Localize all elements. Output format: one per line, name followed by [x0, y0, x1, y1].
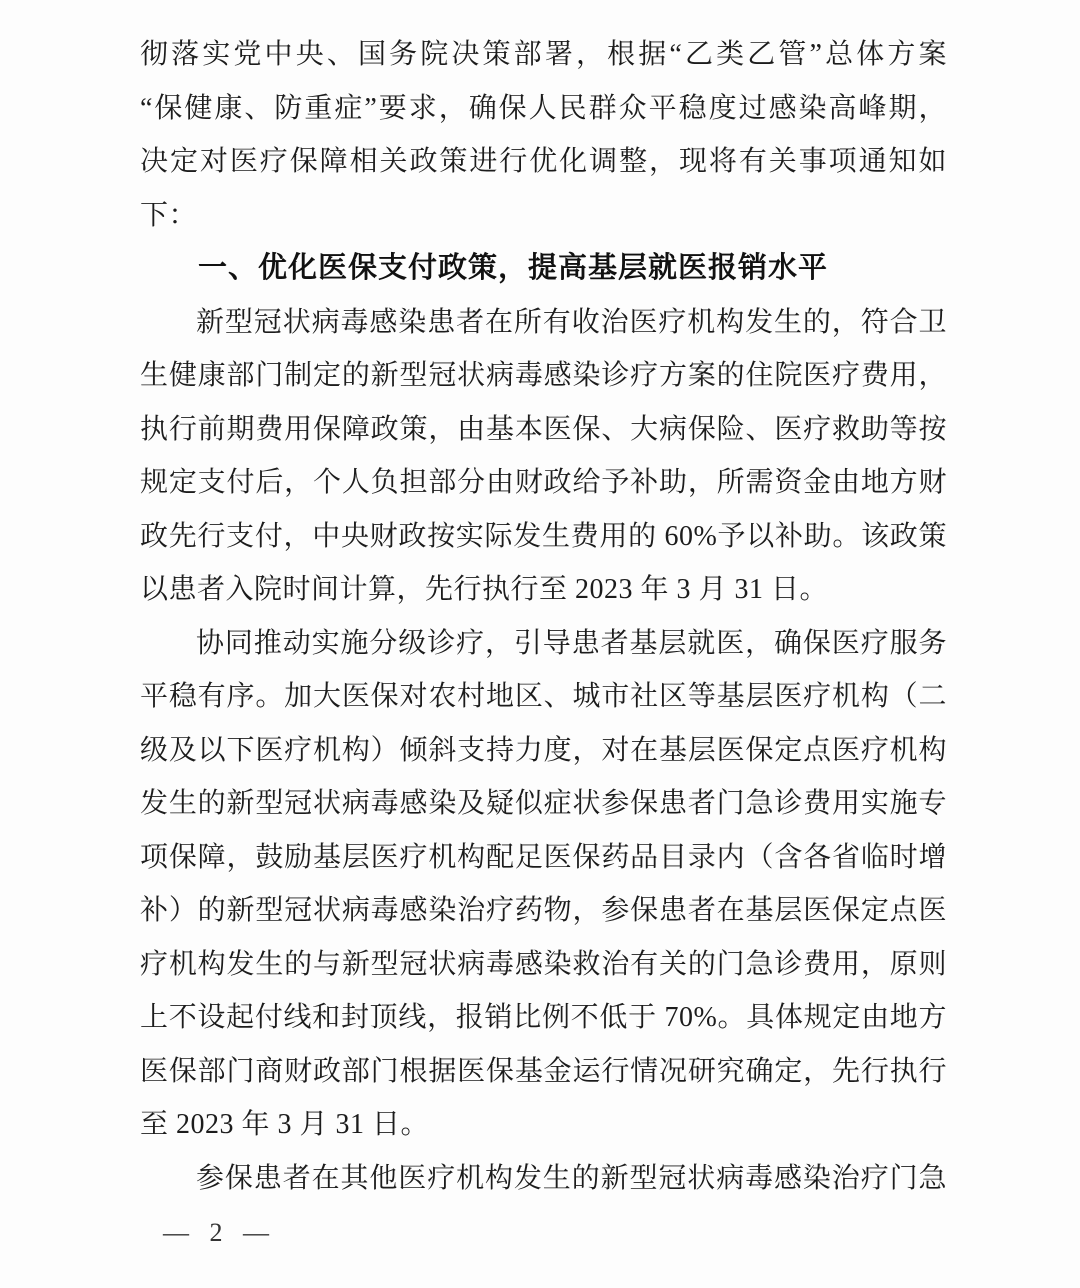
text-line: 彻落实党中央、国务院决策部署，根据“乙类乙管”总体方案: [140, 39, 947, 70]
text-line: 上不设起付线和封顶线，报销比例不低于 70%。具体规定由地方: [140, 1002, 947, 1033]
text-line: 生健康部门制定的新型冠状病毒感染诊疗方案的住院医疗费用，: [140, 360, 947, 391]
text-line: 下：: [140, 199, 198, 231]
text-line: 执行前期费用保障政策，由基本医保、大病保险、医疗救助等按: [140, 413, 947, 445]
text-line: 新型冠状病毒感染患者在所有收治医疗机构发生的，符合卫: [196, 306, 947, 338]
section-heading: 一、优化医保支付政策，提高基层就医报销水平: [198, 252, 829, 284]
page-number: — 2 —: [163, 1218, 276, 1247]
text-line: 至 2023 年 3 月 31 日。: [140, 1109, 430, 1140]
text-line: “保健康、防重症”要求，确保人民群众平稳度过感染高峰期，: [140, 92, 947, 124]
text-line: 以患者入院时间计算，先行执行至 2023 年 3 月 31 日。: [140, 574, 829, 605]
text-line: 发生的新型冠状病毒感染及疑似症状参保患者门急诊费用实施专: [140, 788, 947, 819]
text-line: 医保部门商财政部门根据医保基金运行情况研究确定，先行执行: [140, 1055, 947, 1087]
text-line: 政先行支付，中央财政按实际发生费用的 60%予以补助。该政策: [140, 520, 947, 552]
text-line: 项保障，鼓励基层医疗机构配足医保药品目录内（含各省临时增: [140, 841, 947, 873]
text-line: 疗机构发生的与新型冠状病毒感染救治有关的门急诊费用，原则: [140, 948, 947, 980]
text-line: 级及以下医疗机构）倾斜支持力度，对在基层医保定点医疗机构: [140, 734, 947, 766]
text-line: 补）的新型冠状病毒感染治疗药物，参保患者在基层医保定点医: [140, 895, 947, 926]
text-line: 平稳有序。加大医保对农村地区、城市社区等基层医疗机构（二: [140, 681, 947, 712]
text-line: 协同推动实施分级诊疗，引导患者基层就医，确保医疗服务: [196, 627, 947, 659]
text-line: 决定对医疗保障相关政策进行优化调整，现将有关事项通知如: [140, 146, 947, 177]
text-line: 参保患者在其他医疗机构发生的新型冠状病毒感染治疗门急: [196, 1162, 947, 1194]
text-line: 规定支付后，个人负担部分由财政给予补助，所需资金由地方财: [140, 467, 947, 498]
